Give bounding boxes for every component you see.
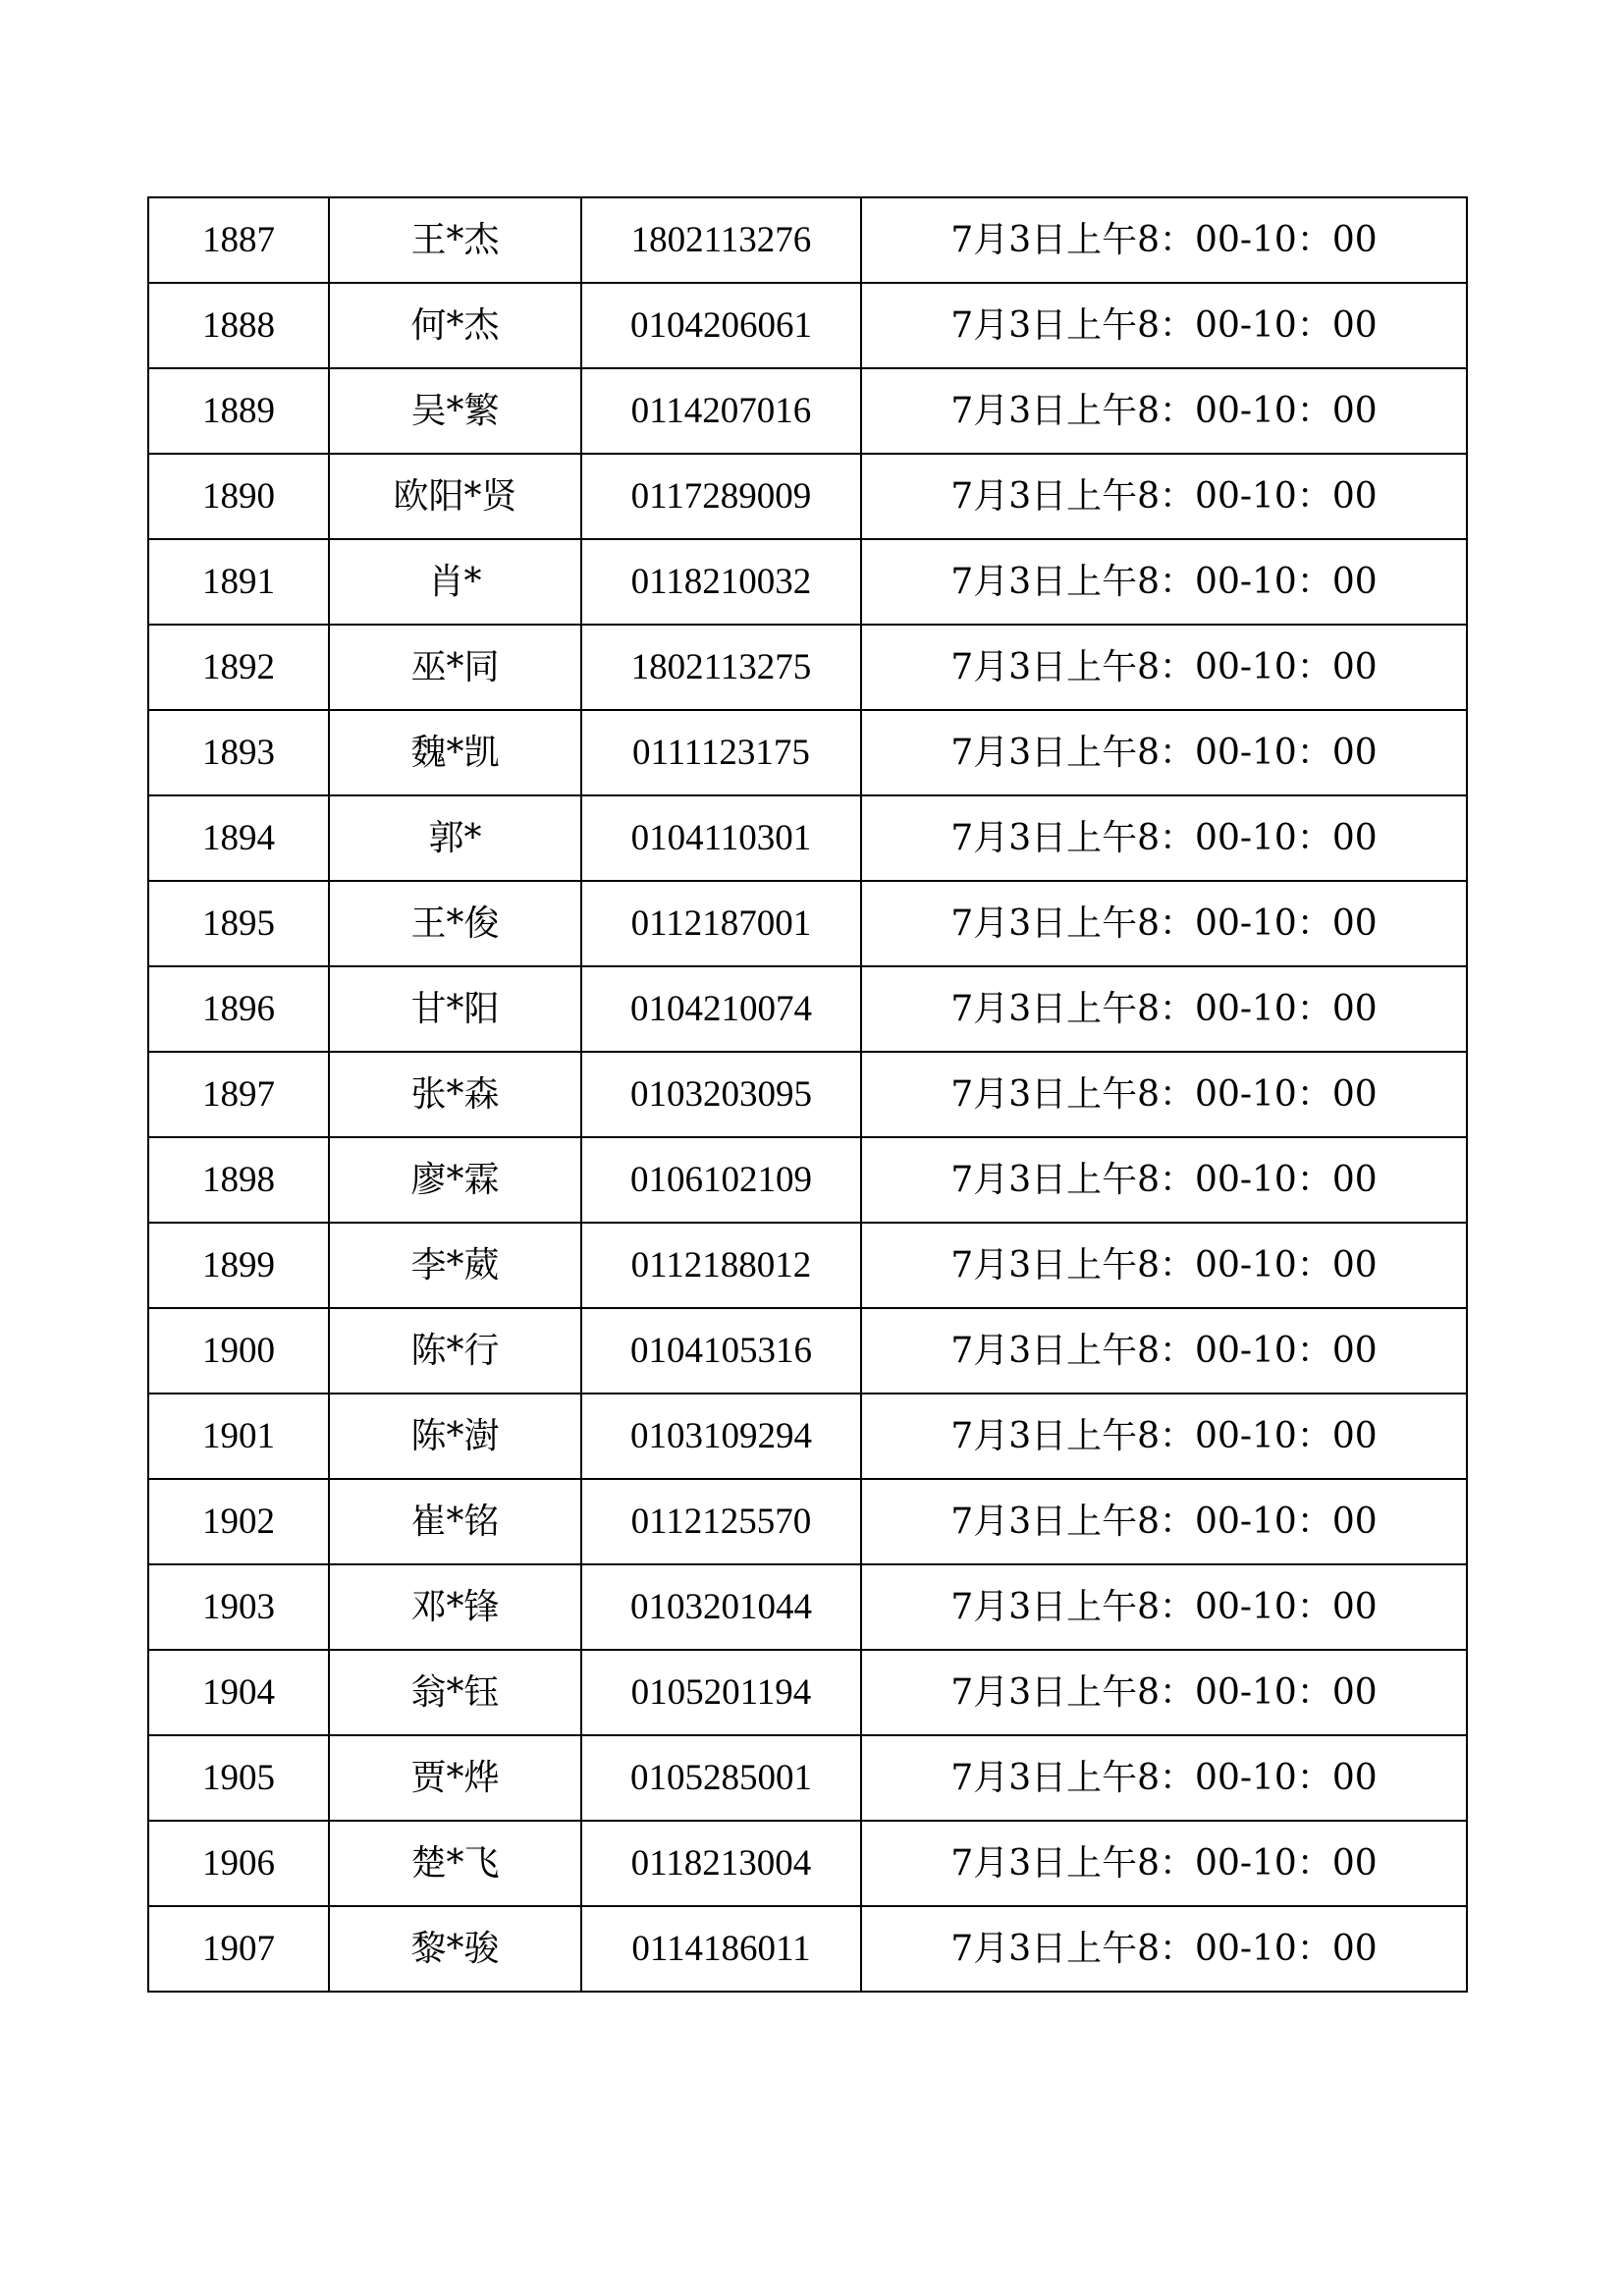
name-cell: 张*森 — [329, 1052, 581, 1137]
seq-number-cell: 1893 — [148, 710, 329, 795]
table-row — [148, 1564, 1467, 1650]
table-row — [148, 1223, 1467, 1308]
table-row — [148, 795, 1467, 881]
time-slot-cell: 7月3日上午8：00-10：00 — [861, 1052, 1467, 1137]
time-slot-cell: 7月3日上午8：00-10：00 — [861, 1479, 1467, 1564]
student-id-cell: 0105285001 — [581, 1735, 861, 1821]
time-slot-cell: 7月3日上午8：00-10：00 — [861, 1308, 1467, 1394]
seq-number-cell: 1901 — [148, 1394, 329, 1479]
time-slot-cell: 7月3日上午8：00-10：00 — [861, 197, 1467, 283]
student-id-cell: 0114207016 — [581, 368, 861, 454]
name-cell: 欧阳*贤 — [329, 454, 581, 539]
name-cell: 贾*烨 — [329, 1735, 581, 1821]
student-id-cell: 0106102109 — [581, 1137, 861, 1223]
name-cell: 陈*行 — [329, 1308, 581, 1394]
name-cell: 廖*霖 — [329, 1137, 581, 1223]
table-row — [148, 539, 1467, 625]
table-row — [148, 1137, 1467, 1223]
name-cell: 何*杰 — [329, 283, 581, 368]
seq-number-cell: 1900 — [148, 1308, 329, 1394]
seq-number-cell: 1890 — [148, 454, 329, 539]
name-cell: 王*杰 — [329, 197, 581, 283]
seq-number-cell: 1895 — [148, 881, 329, 966]
seq-number-cell: 1904 — [148, 1650, 329, 1735]
time-slot-cell: 7月3日上午8：00-10：00 — [861, 1650, 1467, 1735]
seq-number-cell: 1898 — [148, 1137, 329, 1223]
time-slot-cell: 7月3日上午8：00-10：00 — [861, 881, 1467, 966]
student-id-cell: 0112188012 — [581, 1223, 861, 1308]
table-row — [148, 710, 1467, 795]
time-slot-cell: 7月3日上午8：00-10：00 — [861, 1137, 1467, 1223]
student-id-cell: 0111123175 — [581, 710, 861, 795]
time-slot-cell: 7月3日上午8：00-10：00 — [861, 795, 1467, 881]
time-slot-cell: 7月3日上午8：00-10：00 — [861, 1821, 1467, 1906]
seq-number-cell: 1906 — [148, 1821, 329, 1906]
name-cell: 崔*铭 — [329, 1479, 581, 1564]
student-id-cell: 0105201194 — [581, 1650, 861, 1735]
name-cell: 邓*锋 — [329, 1564, 581, 1650]
table-row — [148, 283, 1467, 368]
student-id-cell: 0118213004 — [581, 1821, 861, 1906]
seq-number-cell: 1891 — [148, 539, 329, 625]
time-slot-cell: 7月3日上午8：00-10：00 — [861, 283, 1467, 368]
name-cell: 肖* — [329, 539, 581, 625]
time-slot-cell: 7月3日上午8：00-10：00 — [861, 966, 1467, 1052]
student-id-cell: 0112187001 — [581, 881, 861, 966]
time-slot-cell: 7月3日上午8：00-10：00 — [861, 1906, 1467, 1992]
seq-number-cell: 1887 — [148, 197, 329, 283]
table-row — [148, 1650, 1467, 1735]
table-row — [148, 625, 1467, 710]
student-id-cell: 0117289009 — [581, 454, 861, 539]
time-slot-cell: 7月3日上午8：00-10：00 — [861, 625, 1467, 710]
name-cell: 郭* — [329, 795, 581, 881]
table-row — [148, 368, 1467, 454]
seq-number-cell: 1892 — [148, 625, 329, 710]
time-slot-cell: 7月3日上午8：00-10：00 — [861, 454, 1467, 539]
table-row — [148, 1479, 1467, 1564]
student-id-cell: 0104110301 — [581, 795, 861, 881]
table-row — [148, 1735, 1467, 1821]
seq-number-cell: 1902 — [148, 1479, 329, 1564]
seq-number-cell: 1897 — [148, 1052, 329, 1137]
name-cell: 魏*凯 — [329, 710, 581, 795]
name-cell: 陈*澍 — [329, 1394, 581, 1479]
seq-number-cell: 1899 — [148, 1223, 329, 1308]
roster-table-body — [148, 197, 1467, 1992]
student-id-cell: 0104105316 — [581, 1308, 861, 1394]
student-id-cell: 0118210032 — [581, 539, 861, 625]
seq-number-cell: 1894 — [148, 795, 329, 881]
student-id-cell: 1802113275 — [581, 625, 861, 710]
name-cell: 巫*同 — [329, 625, 581, 710]
name-cell: 楚*飞 — [329, 1821, 581, 1906]
student-id-cell: 0103201044 — [581, 1564, 861, 1650]
name-cell: 王*俊 — [329, 881, 581, 966]
seq-number-cell: 1905 — [148, 1735, 329, 1821]
student-id-cell: 0104210074 — [581, 966, 861, 1052]
time-slot-cell: 7月3日上午8：00-10：00 — [861, 1564, 1467, 1650]
time-slot-cell: 7月3日上午8：00-10：00 — [861, 710, 1467, 795]
time-slot-cell: 7月3日上午8：00-10：00 — [861, 1223, 1467, 1308]
student-id-cell: 0112125570 — [581, 1479, 861, 1564]
time-slot-cell: 7月3日上午8：00-10：00 — [861, 539, 1467, 625]
time-slot-cell: 7月3日上午8：00-10：00 — [861, 1735, 1467, 1821]
time-slot-cell: 7月3日上午8：00-10：00 — [861, 368, 1467, 454]
table-row — [148, 1906, 1467, 1992]
student-id-cell: 0104206061 — [581, 283, 861, 368]
name-cell: 吴*繁 — [329, 368, 581, 454]
student-id-cell: 0114186011 — [581, 1906, 861, 1992]
student-id-cell: 0103203095 — [581, 1052, 861, 1137]
table-row — [148, 1821, 1467, 1906]
seq-number-cell: 1888 — [148, 283, 329, 368]
name-cell: 黎*骏 — [329, 1906, 581, 1992]
table-row — [148, 1052, 1467, 1137]
table-row — [148, 197, 1467, 283]
seq-number-cell: 1903 — [148, 1564, 329, 1650]
table-row — [148, 1394, 1467, 1479]
name-cell: 甘*阳 — [329, 966, 581, 1052]
table-row — [148, 881, 1467, 966]
name-cell: 李*葳 — [329, 1223, 581, 1308]
student-id-cell: 0103109294 — [581, 1394, 861, 1479]
table-row — [148, 454, 1467, 539]
seq-number-cell: 1889 — [148, 368, 329, 454]
seq-number-cell: 1907 — [148, 1906, 329, 1992]
time-slot-cell: 7月3日上午8：00-10：00 — [861, 1394, 1467, 1479]
roster-table — [147, 196, 1468, 1993]
name-cell: 翁*钰 — [329, 1650, 581, 1735]
seq-number-cell: 1896 — [148, 966, 329, 1052]
table-row — [148, 966, 1467, 1052]
table-row — [148, 1308, 1467, 1394]
student-id-cell: 1802113276 — [581, 197, 861, 283]
